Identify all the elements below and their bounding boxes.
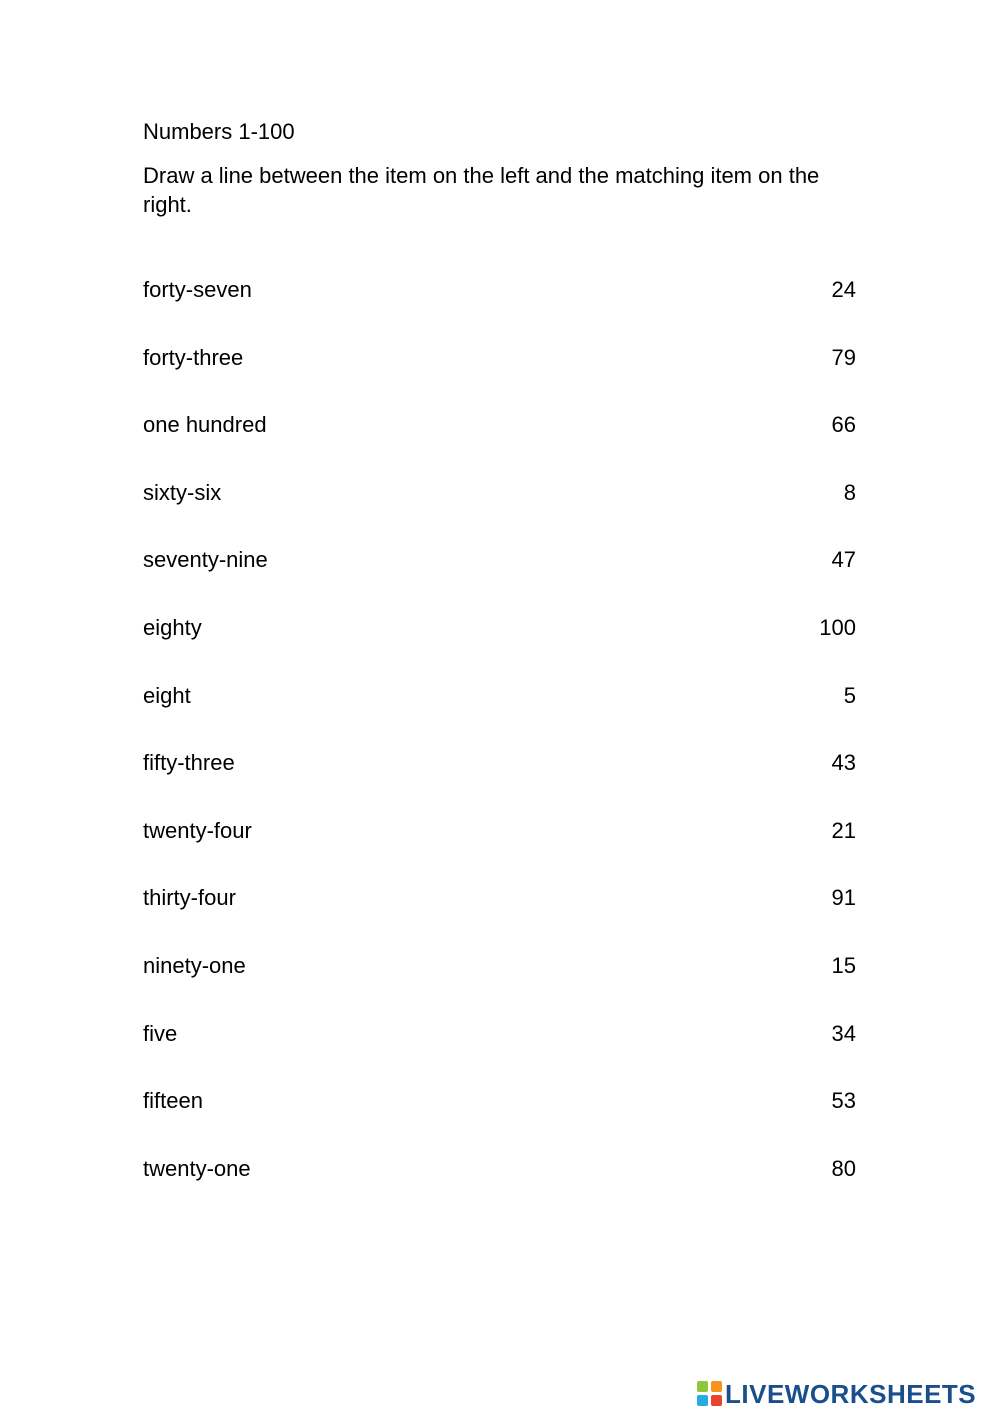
right-item[interactable]: 80 (831, 1156, 856, 1181)
left-item[interactable]: eight (143, 683, 191, 708)
match-row (143, 275, 856, 305)
left-item[interactable]: one hundred (143, 412, 267, 437)
match-row (143, 478, 856, 508)
right-item[interactable]: 79 (831, 345, 856, 370)
right-item[interactable]: 47 (831, 547, 856, 572)
left-item[interactable]: forty-seven (143, 277, 252, 302)
left-item[interactable]: twenty-four (143, 818, 252, 843)
right-item[interactable]: 8 (843, 480, 856, 505)
match-row (143, 681, 856, 711)
liveworksheets-branding (697, 1377, 976, 1411)
worksheet-title: Numbers 1-100 (143, 119, 295, 144)
match-row (143, 410, 856, 440)
right-item[interactable]: 53 (831, 1088, 856, 1113)
match-row (143, 343, 856, 373)
match-row (143, 613, 856, 643)
left-item[interactable]: twenty-one (143, 1156, 251, 1181)
right-item[interactable]: 66 (831, 412, 856, 437)
liveworksheets-wordmark: LIVEWORKSHEETS (725, 1379, 977, 1409)
right-item[interactable]: 43 (831, 750, 856, 775)
right-item[interactable]: 21 (831, 818, 856, 843)
right-item[interactable]: 91 (831, 885, 856, 910)
match-row (143, 816, 856, 846)
match-row (143, 1086, 856, 1116)
worksheet-instructions: Draw a line between the item on the left and the matching item on the right. (143, 163, 820, 217)
left-item[interactable]: seventy-nine (143, 547, 268, 572)
right-item[interactable]: 34 (831, 1021, 856, 1046)
liveworksheets-logo-icon (697, 1381, 723, 1407)
left-item[interactable]: fifteen (143, 1088, 203, 1113)
left-item[interactable]: thirty-four (143, 885, 236, 910)
right-item[interactable]: 100 (819, 615, 856, 640)
match-row (143, 748, 856, 778)
left-item[interactable]: ninety-one (143, 953, 246, 978)
left-item[interactable]: five (143, 1021, 178, 1046)
left-item[interactable]: eighty (143, 615, 202, 640)
match-row (143, 1019, 856, 1049)
match-row (143, 883, 856, 913)
left-item[interactable]: sixty-six (143, 480, 222, 505)
match-row (143, 951, 856, 981)
left-item[interactable]: forty-three (143, 345, 244, 370)
right-item[interactable]: 24 (831, 277, 856, 302)
match-row (143, 545, 856, 575)
match-row (143, 1154, 856, 1184)
right-item[interactable]: 5 (843, 683, 856, 708)
left-item[interactable]: fifty-three (143, 750, 235, 775)
right-item[interactable]: 15 (831, 953, 856, 978)
